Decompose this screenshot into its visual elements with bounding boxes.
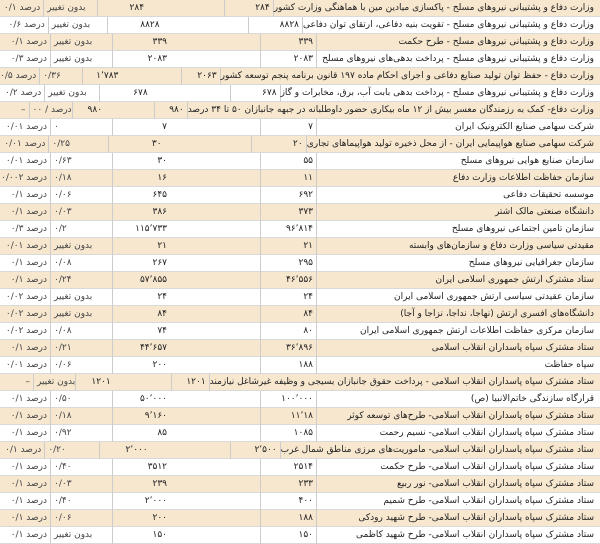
item-title-cell: ستاد مشترک سپاه پاسداران انقلاب اسلامی- طرح شهید کاظمی: [316, 527, 600, 544]
change-status-cell: بدون تغییر: [50, 51, 112, 68]
prior-budget-cell: ۸۰: [260, 323, 316, 340]
change-percent-cell: ۰/۰۱ درصد: [5, 121, 47, 132]
item-title-cell: ستاد مشترک ارتش جمهوری اسلامی ایران: [316, 272, 600, 289]
new-budget-cell: ۱۶: [112, 170, 170, 187]
item-title-cell: قرارگاه سازندگی خاتم‌الانبیا (ص): [316, 391, 600, 408]
change-percent-cell: ۰/۲ درصد: [5, 87, 42, 98]
change-status-cell: ۰/۰۶: [50, 510, 112, 527]
change-percent-cell: ۰/۱ درصد: [10, 189, 47, 200]
prior-budget-cell: ۳۷۳: [260, 204, 316, 221]
item-title-cell: سازمان عقیدتی سیاسی ارتش جمهوری اسلامی ایران: [316, 289, 600, 306]
new-budget-cell: ۳۸۶: [112, 204, 170, 221]
table-row: [0, 119, 600, 136]
table-row: [0, 510, 600, 527]
change-percent-cell: ۰/۰۱ درصد: [5, 155, 47, 166]
prior-budget-cell: ۱۱٬۱۸: [260, 408, 316, 425]
prior-budget-cell: ۵۵: [260, 153, 316, 170]
change-percent-cell: ۰/۱ درصد: [10, 478, 47, 489]
change-status-cell: بدون تغییر: [50, 34, 112, 51]
change-status-cell: ۰/۰۶: [50, 187, 112, 204]
item-title-cell: سازمان تامین اجتماعی نیروهای مسلح: [316, 221, 600, 238]
change-status-cell: بدون تغییر: [50, 527, 112, 544]
table-row: [0, 187, 600, 204]
table-row: [0, 51, 600, 68]
new-budget-cell: ۵۷٬۸۵۵: [112, 272, 170, 289]
new-budget-cell: ۴۴٬۶۵۷: [112, 340, 170, 357]
table-row: [0, 272, 600, 289]
table-row: [0, 374, 600, 391]
prior-budget-cell: ۲۵۱۴: [260, 459, 316, 476]
change-percent-cell: ۰/۰۲ درصد: [5, 325, 47, 336]
table-row: [0, 442, 600, 459]
new-budget-cell: ۲۴: [112, 289, 170, 306]
table-row: [0, 289, 600, 306]
new-budget-cell: ۳۵۱۲: [112, 459, 170, 476]
change-percent-cell: ۰/۳ درصد: [10, 223, 47, 234]
prior-budget-cell: ۳۳۹: [260, 34, 316, 51]
item-title-cell: ستاد مشترک سپاه پاسداران انقلاب اسلامی- طرح شمیم: [316, 493, 600, 510]
change-percent-cell: ۰/۱ درصد: [10, 410, 47, 421]
item-title-cell: سپاه حفاظت: [316, 357, 600, 374]
new-budget-cell: ۵۰٬۰۰۰: [112, 391, 170, 408]
change-status-cell: ۰/۰۶: [50, 357, 112, 374]
prior-budget-cell: ۲۳۳: [260, 476, 316, 493]
new-budget-cell: ۹۸۰: [72, 102, 105, 119]
change-status-cell: ۰/۰۳: [50, 204, 112, 221]
table-row: [0, 476, 600, 493]
change-status-cell: بدون تغییر: [48, 17, 107, 34]
change-status-cell: بدون تغییر: [50, 306, 112, 323]
prior-budget-cell: ۲٬۵۰۰: [230, 442, 280, 459]
change-percent-cell: ۰/۱ درصد: [10, 495, 47, 506]
change-status-cell: بدون تغییر: [33, 374, 75, 391]
item-title-cell: ستاد مشترک سپاه پاسداران انقلاب اسلامی- ماموریت‌های مرزی مناطق شمال غرب: [280, 442, 600, 459]
prior-budget-cell: ۱۲۰۱: [171, 374, 208, 391]
change-percent-cell: ۰/۰۰۲ درصد: [1, 172, 47, 183]
new-budget-cell: ۲۰۰: [112, 510, 170, 527]
prior-budget-cell: ۳۶٬۸۹۶: [260, 340, 316, 357]
new-budget-cell: ۱۵۰: [112, 527, 170, 544]
table-row: [0, 17, 600, 34]
table-row: [0, 102, 600, 119]
new-budget-cell: ۲۰۸۳: [112, 51, 170, 68]
new-budget-cell: ۳۰: [108, 136, 164, 153]
change-percent-cell: ۰/۵ درصد: [0, 70, 37, 81]
prior-budget-cell: ۲۹۵: [260, 255, 316, 272]
table-row: [0, 323, 600, 340]
change-status-cell: ۰/۴۰: [50, 493, 112, 510]
table-row: [0, 340, 600, 357]
item-title-cell: وزارت دفاع و پشتیبانی نیروهای مسلح - طرح حکمت: [316, 34, 600, 51]
change-percent-cell: ۰/۰۲ درصد: [5, 291, 47, 302]
prior-budget-cell: ۸۴: [260, 306, 316, 323]
prior-budget-cell: ۹۸۰: [154, 102, 186, 119]
prior-budget-cell: ۱۸۸: [260, 357, 316, 374]
change-percent-cell: ۰/۱ درصد: [5, 444, 42, 455]
change-percent-cell: ۰/۱ درصد: [10, 206, 47, 217]
change-status-cell: بدون تغییر: [50, 238, 112, 255]
item-title-cell: دانشگاه صنعتی مالک اشتر: [316, 204, 600, 221]
prior-budget-cell: ۸۸۲۸: [248, 17, 302, 34]
prior-budget-cell: ۲۱: [260, 238, 316, 255]
new-budget-cell: ۲۶۷: [112, 255, 170, 272]
change-status-cell: ۰۰ / درصد: [29, 102, 72, 119]
change-percent-cell: ۰/۱ درصد: [10, 274, 47, 285]
change-percent-cell: ۰/۰۲ درصد: [5, 308, 47, 319]
item-title-cell: ستاد مشترک سپاه پاسداران انقلاب اسلامی- نور ربیع: [316, 476, 600, 493]
change-percent-cell: ۰/۳ درصد: [10, 53, 47, 64]
change-percent-cell: ۰/۱ درصد: [10, 393, 47, 404]
item-title-cell: ستاد مشترک سپاه پاسداران انقلاب اسلامی- نسیم رحمت: [316, 425, 600, 442]
table-row: [0, 255, 600, 272]
new-budget-cell: ۲٬۰۰۰: [99, 442, 150, 459]
new-budget-cell: ۲۸۴: [97, 0, 147, 17]
change-percent-cell: ۰/۱ درصد: [10, 342, 47, 353]
table-row: [0, 391, 600, 408]
prior-budget-cell: ۱۸۸: [260, 510, 316, 527]
prior-budget-cell: ۴۰۰: [260, 493, 316, 510]
item-title-cell: ستاد مشترک سپاه پاسداران انقلاب اسلامی- طرح حکمت: [316, 459, 600, 476]
new-budget-cell: ۸۵: [112, 425, 170, 442]
new-budget-cell: ۶۷۸: [99, 85, 150, 102]
item-title-cell: شرکت سهامی صنایع الکترونیک ایران: [316, 119, 600, 136]
prior-budget-cell: ۱۰۸۵: [260, 425, 316, 442]
change-percent-cell: ۰/۰۱ درصد: [5, 240, 47, 251]
prior-budget-cell: ۷: [260, 119, 316, 136]
item-title-cell: وزارت دفاع - حفظ توان تولید صنایع دفاعی و اجرای احکام ماده ۱۹۷ قانون برنامه پنجم توسعه کشور: [220, 68, 600, 85]
prior-budget-cell: ۱۰۰٬۰۰۰: [260, 391, 316, 408]
change-status-cell: ۰/۰۳: [50, 476, 112, 493]
new-budget-cell: ۷: [112, 119, 170, 136]
table-row: [0, 34, 600, 51]
prior-budget-cell: ۱۵۰: [260, 527, 316, 544]
prior-budget-cell: ۲۰: [251, 136, 305, 153]
table-row: [0, 238, 600, 255]
change-percent-cell: ۰/۱ درصد: [10, 512, 47, 523]
new-budget-cell: ۱۱۵٬۷۳۳: [112, 221, 170, 238]
table-row: [0, 153, 600, 170]
table-row: [0, 221, 600, 238]
change-status-cell: ۰/۱۸: [50, 408, 112, 425]
change-percent-cell: –: [25, 376, 30, 387]
item-title-cell: وزارت دفاع و پشتیبانی نیروهای مسلح - پاکسازی میادین مین با هماهنگی وزارت کشور: [273, 0, 600, 17]
change-percent-cell: ۰/۱ درصد: [3, 2, 41, 13]
item-title-cell: سازمان جغرافیایی نیروهای مسلح: [316, 255, 600, 272]
new-budget-cell: ۳۳۹: [112, 34, 170, 51]
change-status-cell: ۰/۴۰: [50, 459, 112, 476]
change-status-cell: ۰: [50, 119, 112, 136]
change-status-cell: ۰/۶۳: [50, 153, 112, 170]
change-status-cell: ۰/۹۲: [50, 425, 112, 442]
item-title-cell: مقیدتی سیاسی وزارت دفاع و سازمان‌های وابسته: [316, 238, 600, 255]
change-status-cell: بدون تغییر: [50, 289, 112, 306]
change-status-cell: ۰/۲۱: [50, 340, 112, 357]
change-percent-cell: ۰/۰۱ درصد: [4, 138, 46, 149]
item-title-cell: وزارت دفاع و پشتیبانی نیروهای مسلح - پرداخت بدهی‌های نیروهای مسلح: [316, 51, 600, 68]
change-status-cell: ۰/۵۰: [50, 391, 112, 408]
prior-budget-cell: ۲۰۶۳: [181, 68, 219, 85]
prior-budget-cell: ۱۱: [260, 170, 316, 187]
table-row: [0, 425, 600, 442]
change-percent-cell: ۰/۱ درصد: [10, 461, 47, 472]
prior-budget-cell: ۲۰۸۳: [260, 51, 316, 68]
change-status-cell: ۰/۲۰: [44, 442, 99, 459]
item-title-cell: ستاد مشترک سپاه پاسداران انقلاب اسلامی - پرداخت حقوق جانبازان بسیجی و وظیفه غیرشاغل نیازمند: [209, 374, 600, 391]
item-title-cell: دانشگاه‌های افسری ارتش (نهاجا، نداجا، نزاجا و آجا): [316, 306, 600, 323]
item-title-cell: ستاد مشترک سپاه پاسداران انقلاب اسلامی- طرح شهید رودکی: [316, 510, 600, 527]
new-budget-cell: ۲٬۰۰۰: [112, 493, 170, 510]
item-title-cell: موسسه تحقیقات دفاعی: [316, 187, 600, 204]
new-budget-cell: ۳۰: [112, 153, 170, 170]
change-status-cell: ۰/۰۸: [50, 255, 112, 272]
new-budget-cell: ۱۲۰۱: [75, 374, 113, 391]
new-budget-cell: ۶۴۵: [112, 187, 170, 204]
item-title-cell: وزارت دفاع و پشتیبانی نیروهای مسلح - تقویت بنیه دفاعی، ارتقای توان دفاعی: [302, 17, 600, 34]
change-percent-cell: –: [21, 104, 26, 115]
prior-budget-cell: ۹۶٬۸۱۴: [260, 221, 316, 238]
change-percent-cell: ۰/۱ درصد: [10, 427, 47, 438]
table-row: [0, 204, 600, 221]
table-row: [0, 306, 600, 323]
item-title-cell: سازمان صنایع هوایی نیروهای مسلح: [316, 153, 600, 170]
change-status-cell: بدون تغییر: [43, 0, 97, 17]
item-title-cell: شرکت سهامی صنایع هواپیمایی ایران - از محل ذخیره تولید هواپیماهای تجاری: [306, 136, 600, 153]
change-status-cell: ۰/۳۶: [39, 68, 81, 85]
table-row: [0, 85, 600, 102]
table-row: [0, 408, 600, 425]
new-budget-cell: ۲۱: [112, 238, 170, 255]
change-status-cell: ۰/۲۵: [48, 136, 108, 153]
change-percent-cell: ۰/۶ درصد: [8, 19, 45, 30]
table-row: [0, 459, 600, 476]
item-title-cell: وزارت دفاع و پشتیبانی نیروهای مسلح - پرداخت بدهی بابت آب، برق، مخابرات و گاز: [280, 85, 600, 102]
new-budget-cell: ۸۴: [112, 306, 170, 323]
change-percent-cell: ۰/۱ درصد: [10, 36, 47, 47]
change-percent-cell: ۰/۱ درصد: [10, 257, 47, 268]
table-row: [0, 68, 600, 85]
item-title-cell: وزارت دفاع- کمک به رزمندگان معسر بیش از ۱۲ ماه بیکاری حضور داوطلبانه در جبهه جانبازان ۵۰ تا ۳۴ درصد: [187, 102, 600, 119]
change-status-cell: بدون تغییر: [44, 85, 99, 102]
table-row: [0, 170, 600, 187]
prior-budget-cell: ۴۶٬۵۵۶: [260, 272, 316, 289]
change-status-cell: ۰/۲۴: [50, 272, 112, 289]
new-budget-cell: ۸۸۲۸: [107, 17, 162, 34]
table-row: [0, 527, 600, 544]
table-row: [0, 0, 600, 17]
change-status-cell: ۰/۰۸: [50, 323, 112, 340]
prior-budget-cell: ۲۸۴: [224, 0, 273, 17]
new-budget-cell: ۲۰۰: [112, 357, 170, 374]
item-title-cell: سازمان مرکزی حفاظت اطلاعات ارتش جمهوری اسلامی ایران: [316, 323, 600, 340]
table-row: [0, 357, 600, 374]
prior-budget-cell: ۲۴: [260, 289, 316, 306]
table-row: [0, 136, 600, 153]
prior-budget-cell: ۶۹۲: [260, 187, 316, 204]
table-row: [0, 493, 600, 510]
new-budget-cell: ۹٬۱۶۰: [112, 408, 170, 425]
change-status-cell: ۰/۲: [50, 221, 112, 238]
prior-budget-cell: ۶۷۸: [230, 85, 280, 102]
item-title-cell: سازمان حفاظت اطلاعات وزارت دفاع: [316, 170, 600, 187]
item-title-cell: ستاد مشترک سپاه پاسداران انقلاب اسلامی: [316, 340, 600, 357]
change-status-cell: ۰/۱۸: [50, 170, 112, 187]
new-budget-cell: ۲۳۹: [112, 476, 170, 493]
change-percent-cell: ۰/۱ درصد: [10, 529, 47, 540]
new-budget-cell: ۱٬۷۸۳: [82, 68, 122, 85]
item-title-cell: ستاد مشترک سپاه پاسداران انقلاب اسلامی- طرح‌های توسعه کوثر: [316, 408, 600, 425]
new-budget-cell: ۷۴: [112, 323, 170, 340]
change-percent-cell: ۰/۰۱ درصد: [5, 359, 47, 370]
